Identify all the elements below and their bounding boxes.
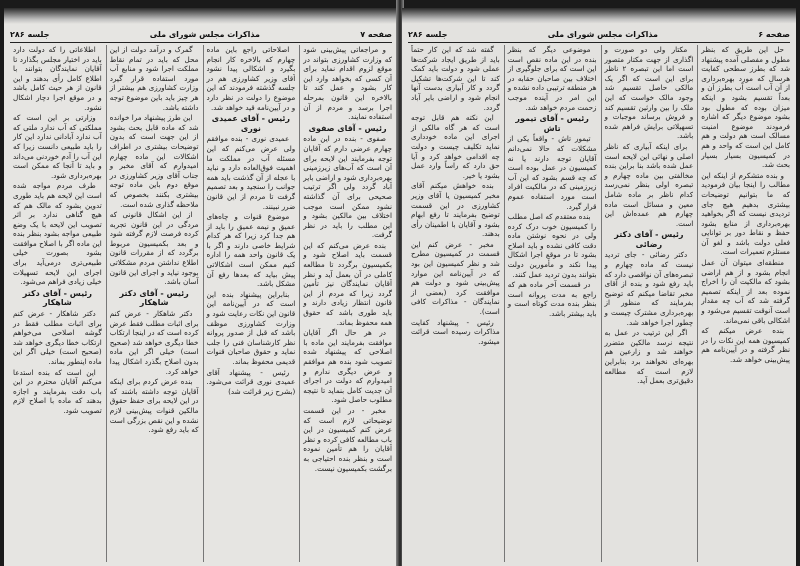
text-column	[299, 45, 392, 562]
page-number: صفحه ۶	[758, 29, 790, 39]
paragraph: طرف مردم مواجه شده است این لایحه هم باید طوری تدوین بشود که مالک هم که هیچ گناهی ندارد بر اثر تصویب این لایحه با یک وضع طبیعی مواجه بشود بنظر بنده این ماده اگر با اصلاح موافقت بشود بصورت خیلی طبیعی‌تری درمی‌آید برای اجرای این لایحه تسهیلات خیلی زیادی فراهم می‌شود.	[13, 181, 102, 287]
paragraph: دکتر شاهکار - عرض کنم برای اثبات مطلب فقط در گوشه اصلاحی می‌خواهم ارتکاب خطا دیگری خواهد شد (صحیح است) خیلی اگر این ماده اینطور بماند.	[13, 309, 102, 366]
paragraph: بنده عرض کردم برای اینکه آقایان توجه داشته باشند که در این لایحه برای حفظ حقوق مالکین قنوات پیش‌بینی لازم نشده و این نقص بزرگی است که باید رفع شود.	[109, 377, 199, 435]
page-number: صفحه ۷	[360, 29, 392, 39]
paragraph: بنابراین پیشنهاد بنده این است که در آیین‌نامه این قانون این نکات رعایت شود و وزارت کشاورزی موظف باشد که قبل از صدور پروانه نظر کارشناسان فنی را جلب نماید و حقوق صاحبان قنوات قدیمی محفوظ بماند.	[206, 289, 296, 366]
paragraph: رئیس - پیشنهاد کفایت مذاکرات رسیده است قرائت میشود.	[411, 317, 500, 346]
paragraph: از این اشکال قانونی که مردگی در این قانون تجربه کرده فرصت لازم گرفته شود و بعد بکمیسیون مربوط برگردد که از مقررات قانون اطلاع نداشتن مردم مشکلاتی بوجود نیاید و اجرای این قانون آسان باشد.	[109, 210, 199, 287]
publication-title: مذاکرات مجلس شورای ملی	[547, 29, 658, 39]
paragraph: گفته شد که این کار حتماً باید از طریق ایجاد شرکت‌ها عملی شود و دولت باید کمک کند تا این شرکت‌ها تشکیل گردد و کار آبیاری بدست آنها انجام شود و اراضی بایر آباد گردد.	[411, 45, 500, 112]
paragraph: رئیس - پیشنهاد آقای عمیدی نوری قرائت می‌شود. (بشرح زیر قرائت شد)	[206, 367, 296, 396]
paragraph: صفوی - بنده در این ماده چهارم عرضی دارم که آقایان توجه بفرمایند این لایحه برای آن است که آب‌های زیرزمینی بهره‌برداری شود و اراضی بایر آباد گردد ولی اگر ترتیب صحیحی برای آن گذاشته نشود ممکن است موجب اختلاف بین مالکین بشود و این مطلب را باید در نظر گرفت.	[303, 134, 392, 240]
text-columns	[10, 45, 392, 562]
page-header	[10, 28, 392, 43]
paragraph: عمیدی نوری - بنده موافقم ولی عرض می‌کنم که این مسئله آب در مملکت ما اهمیت فوق‌العاده دارد و نباید با عجله از آن گذشت باید همه جوانب را سنجید و بعد تصمیم گرفت تا مردم از این قانون ضرر نبینند.	[206, 134, 296, 211]
scan-edge	[4, 8, 398, 24]
paragraph: اطلاعاتی را که دولت دارد باید در اختیار مجلس بگذارد تا آقایان نمایندگان بتوانند با اطلاع کامل رأی بدهند و این قانون از هر حیث کامل باشد و در موقع اجرا دچار اشکال نشود.	[13, 45, 102, 112]
page-left	[4, 8, 398, 566]
text-column	[601, 45, 694, 562]
speaker-heading: رئیس - آقای تیمور تاش	[515, 114, 589, 133]
paragraph: موضوع قنوات و چاه‌های عمیق و نیمه عمیق را باید از هم جدا کرد زیرا که هر کدام شرایط خاصی دارند و اگر با یک قانون واحد همه را اداره کنیم ممکن است اشکالاتی پیش بیاید که بعدها رفع آن مشکل باشد.	[206, 212, 296, 289]
paragraph: بنده عرض میکنم که کمیسیون همه این نکات را در نظر گرفته و در آیین‌نامه هم پیش‌بینی خواهد شد.	[701, 326, 790, 364]
paragraph: برای اینکه آبیاری که ناظر اصلی و نهائی این لایحه است عمل شده باشد بنا براین بنده مخالفتی بین ماده چهارم و تبصره اولی بنظر نمی‌رسد کدام ناظر بر ماده شامل معین و مسائل است ماده چهارم هم عمده‌اش این است.	[604, 141, 694, 228]
paragraph: دکتر رضائی - جای تردید نیست که ماده چهارم و تبصره‌های آن نواقصی دارد که باید رفع شود و بنده از آقای مخبر تقاضا میکنم که توضیح بفرمایند که منظور از بهره‌برداری مشترک چیست و چطور اجرا خواهد شد.	[604, 250, 694, 327]
paragraph: تیمور تاش - واقعاً یکی از مشکلات که حالا نمی‌دانم آقایان توجه دارند یا نه کمیسیون در عمل بوده است که چه قسم بشود که این آب زیرزمینی که در مالکیت افراد است مورد استفاده عموم قرار گیرد.	[507, 134, 597, 211]
speaker-heading: رئیس - آقای دکتر شاهکار	[22, 288, 92, 308]
paragraph: بنده خواهش میکنم آقای مخبر کمیسیون یا آقای وزیر کشاورزی در این قسمت توضیح بفرمایند تا رفع ابهام بشود و آقایان با اطمینان رأی بدهند.	[411, 181, 500, 239]
paragraph: بنده عرض می‌کنم که این قسمت باید اصلاح شود و بکمیسیون برگردد تا مطالعه کاملی در آن بعمل آید و نظر آقایان نمایندگان نیز تأمین گردد زیرا که مردم از این قانون انتظار زیادی دارند و باید طوری باشد که حقوق همه محفوظ بماند.	[303, 240, 392, 327]
paragraph: در هر حال اگر آقایان موافقت بفرمایند این ماده با اصلاحی که پیشنهاد شده تصویب شود بنده هم موافقم و عرض دیگری ندارم و امیدوارم که دولت در اجرای آن جدیت کامل بنماید تا نتیجه مطلوب حاصل شود.	[303, 328, 392, 405]
paragraph: بنده معتقدم که اصل مطلب را کمیسیون خوب درک کرده ولی در نحوه نوشتن ماده دقت کافی نشده و باید اصلاح بشود تا در موقع اجرا اشکال پیدا نکند و مأمورین دولت بتوانند بدون تردید عمل کنند.	[507, 212, 597, 279]
text-column	[203, 45, 296, 562]
publication-title: مذاکرات مجلس شورای ملی	[149, 29, 260, 39]
paragraph: مکتار ولی دو صورت و اگذاری از جهت مکتار متصور است اما این تبصره ۲ ناظر برای این است که اگر یک مالکی حاصل تقسیم شد وجود مالک خواست که این ملک را بین وارثین تقسیم کند و فروش برساند موجبات و تسهیلاتی برایش فراهم شده باشد.	[604, 45, 694, 141]
speaker-heading: رئیس - آقای صفوی	[308, 123, 387, 133]
session-number: جلسه ۲۸۶	[408, 29, 448, 39]
paragraph: اصلاحاتی راجع باین ماده چهارم که بالاخره کار انجام بگیرد و اشکالی پیدا نشود آقای وزیر کشاورزی هم در جلسه گذشته فرمودند که این موضوع را دولت در نظر دارد و در آیین‌نامه قید خواهد شد.	[206, 45, 296, 112]
paragraph: گمرک و درآمد دولت از این محل که باید در تمام نقاط مملکت اجرا شود و منابع آب مورد استفاده قرار گیرد وزارت کشاورزی هم بیشتر از هر چیز باید باین موضوع توجه داشته باشد.	[109, 45, 199, 112]
paragraph: مخبر - عرض کنم این قسمت در کمیسیون مطرح شد و نظر کمیسیون این بود که در آیین‌نامه این موارد پیش‌بینی شود و دولت هم موافقت کرد (بعضی از نمایندگان - مذاکرات کافی است).	[411, 239, 500, 317]
paragraph: موضوعی دیگر که بنظر بنده در این ماده نقص است این است که برای جلوگیری از اختلاف بین صاحبان حقابه در هر منطقه ترتیبی داده نشده و این امر در آینده موجب زحمت مردم خواهد شد.	[507, 45, 597, 112]
paragraph: حل این طریق که بنظر مطول و مفصلی آمده پیشنهاد شد که بطرز سطحی کفایت هرسال که مورد بهره‌برداری از آن آب است آب بطرز آن و بعداً تقسیم بشود و اینکه میزان بوده که مطول بود بشود موضوع دیگر که اشاره فرمودند موضوع امنیت مسالک است هم دولت و هم کامل این است که واحد و هم در کمیسیون بسیار بسیار بحث شد.	[701, 45, 790, 170]
page-right	[402, 8, 796, 566]
paragraph: دکتر شاهکار - عرض کنم برای اثبات مطلب فقط عرض کرده است که در اینجا ارتکاب خطا دیگری خواهد شد (صحیح است) خیلی اگر این ماده بدون اصلاح بگذرد اشکال پیدا خواهد کرد.	[109, 309, 199, 376]
paragraph: مخبر - در این قسمت توضیحاتی لازم است که عرض کنم کمیسیون در این باب مطالعه کافی کرده و نظر آقایان را هم تأمین نموده است و بنظر بنده احتیاجی به برگشت بکمیسیون نیست.	[303, 405, 392, 473]
paragraph: و مراجعاتی پیش‌بینی شود که وزارت کشاورزی بتواند در موقع لزوم اقدام نماید برای آن کسی که بخواهد وارد این کار بشود و عمل کند تا بالاخره این قانون بمرحله اجرا برسد و مردم از آن استفاده نمایند.	[303, 45, 392, 122]
paragraph: اگر این ترتیب در عمل به نتیجه نرسد مالکین متضرر خواهند شد و زارعین هم بهره‌ای نخواهند برد بنابراین لازم است که مطالعه دقیق‌تری بعمل آید.	[604, 328, 694, 386]
text-column	[10, 45, 102, 562]
speaker-heading: رئیس - آقای عمیدی نوری	[211, 114, 290, 133]
speaker-heading: رئیس - آقای دکتر شاهکار	[119, 288, 189, 308]
text-column	[504, 45, 597, 562]
paragraph: این نکته هم قابل توجه است که هر گاه مالکی از اجرای این ماده خودداری نماید تکلیف چیست و دولت چه اقدامی خواهد کرد و آیا حق دارد که راساً وارد عمل بشود یا خیر.	[411, 113, 500, 180]
text-column	[106, 45, 199, 562]
text-column	[697, 45, 790, 562]
text-column	[408, 45, 500, 562]
paragraph: این است که بنده استدعا می‌کنم آقایان محترم در این باب دقت بفرمایند و اجازه بدهند که ماده با اصلاح لازم تصویب شود.	[13, 367, 102, 415]
paragraph: وزارتی بر این است که مملکتی که آب ندارد ملتی که آب ندارد آبادانی ندارد این کار را باید طبیعی دانست زیرا که این آب را آدم خوردنی می‌داند و باید تا آنجا که ممکن است بهره‌برداری شود.	[13, 113, 102, 180]
paragraph: در قسمت آخر ماده هم که راجع به مدت پروانه است بنظر بنده مدت کوتاه است و باید بیشتر باشد.	[507, 280, 597, 319]
paragraph: این طرز پیشنهاد مرا خوانده شد که ماده قابل بحث بشود از این جهت است که بدون توضیحات بیشتری در اطراف اشکالات این ماده چهارم امیدوارم که آقای مخبر و جناب آقای وزیر کشاورزی در موقع دوم باین ماده توجه بیشتری بکنند بخصوص که ملاحظه گذاری شده است.	[109, 113, 199, 209]
paragraph: و بنده متشکرم از اینکه این مطالب را اینجا بیان فرمودید که ما بتوانیم توضیحات بیشتری بدهیم هیچ جای تردیدی نیست که اگر بخواهید بهره‌برداری از منابع بشود حفظ و نقاط دور بر توانایی فعلی دولت باشد و لغو آن مستلزم تعمیرات است.	[701, 170, 790, 257]
scan-edge	[402, 8, 796, 24]
text-columns	[408, 45, 790, 562]
paragraph: منطقه‌ای میتوان آن عمل انجام بشود و از هم اراضی بشود که مالکیت آن را اخراج نموده بعد از اینکه تصمیم گرفته شد که آب چه مقدار است آنوقت تقسیم می‌شود و اشکالی باقی نمی‌ماند.	[701, 258, 790, 325]
session-number: جلسه ۲۸۶	[10, 29, 50, 39]
speaker-heading: رئیس - آقای دکتر رضائی	[614, 230, 684, 249]
page-header	[408, 28, 790, 43]
